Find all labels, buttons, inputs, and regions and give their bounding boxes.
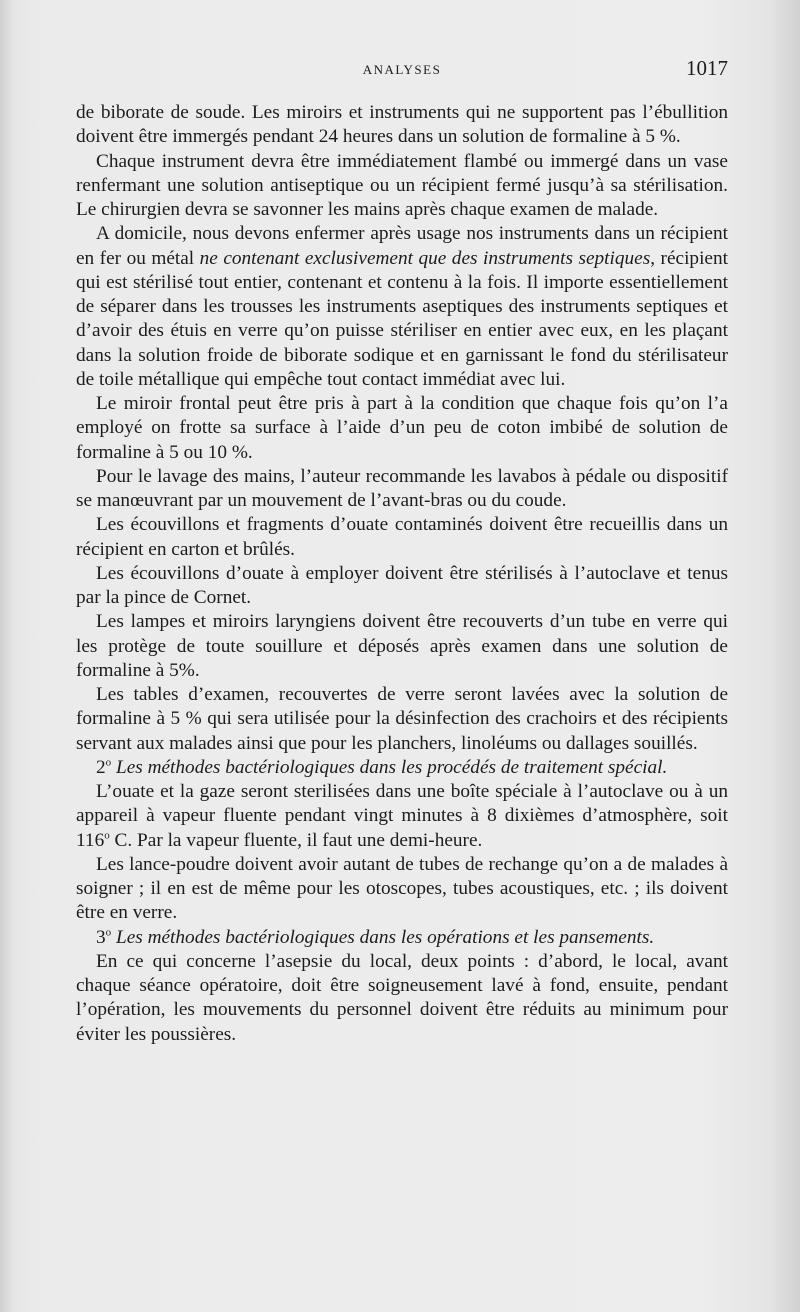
section-3-number: 3 bbox=[96, 926, 106, 948]
section-heading-3 bbox=[76, 926, 728, 950]
section-3-title: Les méthodes bactériologiques dans les opérations et les pansements. bbox=[115, 926, 655, 948]
paragraph-ecouvillons-autoclave: Les écouvillons d’ouate à employer doivent être stérilisés à l’autoclave et tenus par la pince de Cornet. bbox=[76, 562, 728, 608]
body-text bbox=[76, 101, 728, 1047]
paragraph-domicile bbox=[76, 222, 728, 392]
paragraph-biborate: de biborate de soude. Les miroirs et instruments qui ne supportent pas l’ébullition doivent être immergés pendant 24 heures dans un solution de formaline à 5 %. bbox=[76, 102, 728, 148]
section-2-number: 2 bbox=[96, 756, 106, 778]
paragraph-asepsie-local: En ce qui concerne l’asepsie du local, deux points : d’abord, le local, avant chaque séance opératoire, doit être soigneusement lavé à fond, ensuite, pendant l’opération, les mouvements du personnel doivent être réduits au minimum pour éviter les poussières. bbox=[76, 950, 728, 1045]
running-header bbox=[76, 56, 728, 86]
paragraph-ouate-gaze-b: C. Par la vapeur fluente, il faut une demi-heure. bbox=[109, 829, 483, 851]
running-title: ANALYSES bbox=[362, 62, 442, 77]
paragraph-lampes-miroirs: Les lampes et miroirs laryngiens doivent être recouverts d’un tube en verre qui les protège de toute souillure et déposés après examen dans une solution de formaline à 5%. bbox=[76, 611, 728, 681]
paragraph-ecouvillons-contamines: Les écouvillons et fragments d’ouate contaminés doivent être recueillis dans un récipient en carton et brûlés. bbox=[76, 514, 728, 560]
paragraph-ouate-gaze bbox=[76, 780, 728, 853]
paragraph-lavage-mains: Pour le lavage des mains, l’auteur recommande les lavabos à pédale ou dispositif se manœuvrant par un mouvement de l’avant-bras ou du coude. bbox=[76, 465, 728, 511]
paragraph-domicile-end: , récipient qui est stérilisé tout entier, contenant et contenu à la fois. Il importe essentiellement de séparer dans les trousses les instruments aseptiques des instruments septiques et d’avoir des étuis en verre qu’on puisse stériliser en entier avec eux, en les plaçant dans la solution froide de biborate sodique et en garnissant le fond du stérilisateur de toile métallique qui empêche tout contact immédiat avec lui. bbox=[76, 247, 728, 390]
paragraph-domicile-start: A domicile, nous devons enfermer après usage nos instruments dans un récipient en fer ou métal bbox=[76, 223, 728, 269]
page-number: 1017 bbox=[686, 56, 728, 80]
paragraph-miroir-frontal: Le miroir frontal peut être pris à part à la condition que chaque fois qu’on l’a employé on frotte sa surface à l’aide d’un peu de coton imbibé de solution de formaline à 5 ou 10 %. bbox=[76, 393, 728, 463]
paragraph-tables-examen: Les tables d’examen, recouvertes de verre seront lavées avec la solution de formaline à 5 % qui sera utilisée pour la désinfection des crachoirs et des récipients servant aux malades ainsi que pour les planchers, linoléums ou dallages souillés. bbox=[76, 684, 728, 754]
section-2-degree: o bbox=[105, 756, 112, 769]
paragraph-domicile-italic: ne contenant exclusivement que des instruments septiques bbox=[199, 247, 651, 269]
paragraph-ouate-gaze-a: L’ouate et la gaze seront sterilisées dans une boîte spéciale à l’autoclave ou à un appareil à vapeur fluente pendant vingt minutes à 8 dixièmes d’atmosphère, soit 116 bbox=[76, 781, 728, 851]
section-heading-2 bbox=[76, 756, 728, 780]
paragraph-ouate-gaze-degree: o bbox=[104, 829, 110, 842]
section-3-degree: o bbox=[105, 926, 112, 939]
paragraph-instrument-flambe: Chaque instrument devra être immédiatement flambé ou immergé dans un vase renfermant une solution antiseptique ou un récipient fermé jusqu’à sa stérilisation. Le chirurgien devra se savonner les mains après chaque examen de malade. bbox=[76, 150, 728, 220]
section-2-title: Les méthodes bactériologiques dans les procédés de traitement spécial. bbox=[115, 756, 668, 778]
paragraph-lance-poudre: Les lance-poudre doivent avoir autant de tubes de rechange qu’on a de malades à soigner ; il en est de même pour les otoscopes, tubes acoustiques, etc. ; ils doivent être en verre. bbox=[76, 853, 728, 924]
